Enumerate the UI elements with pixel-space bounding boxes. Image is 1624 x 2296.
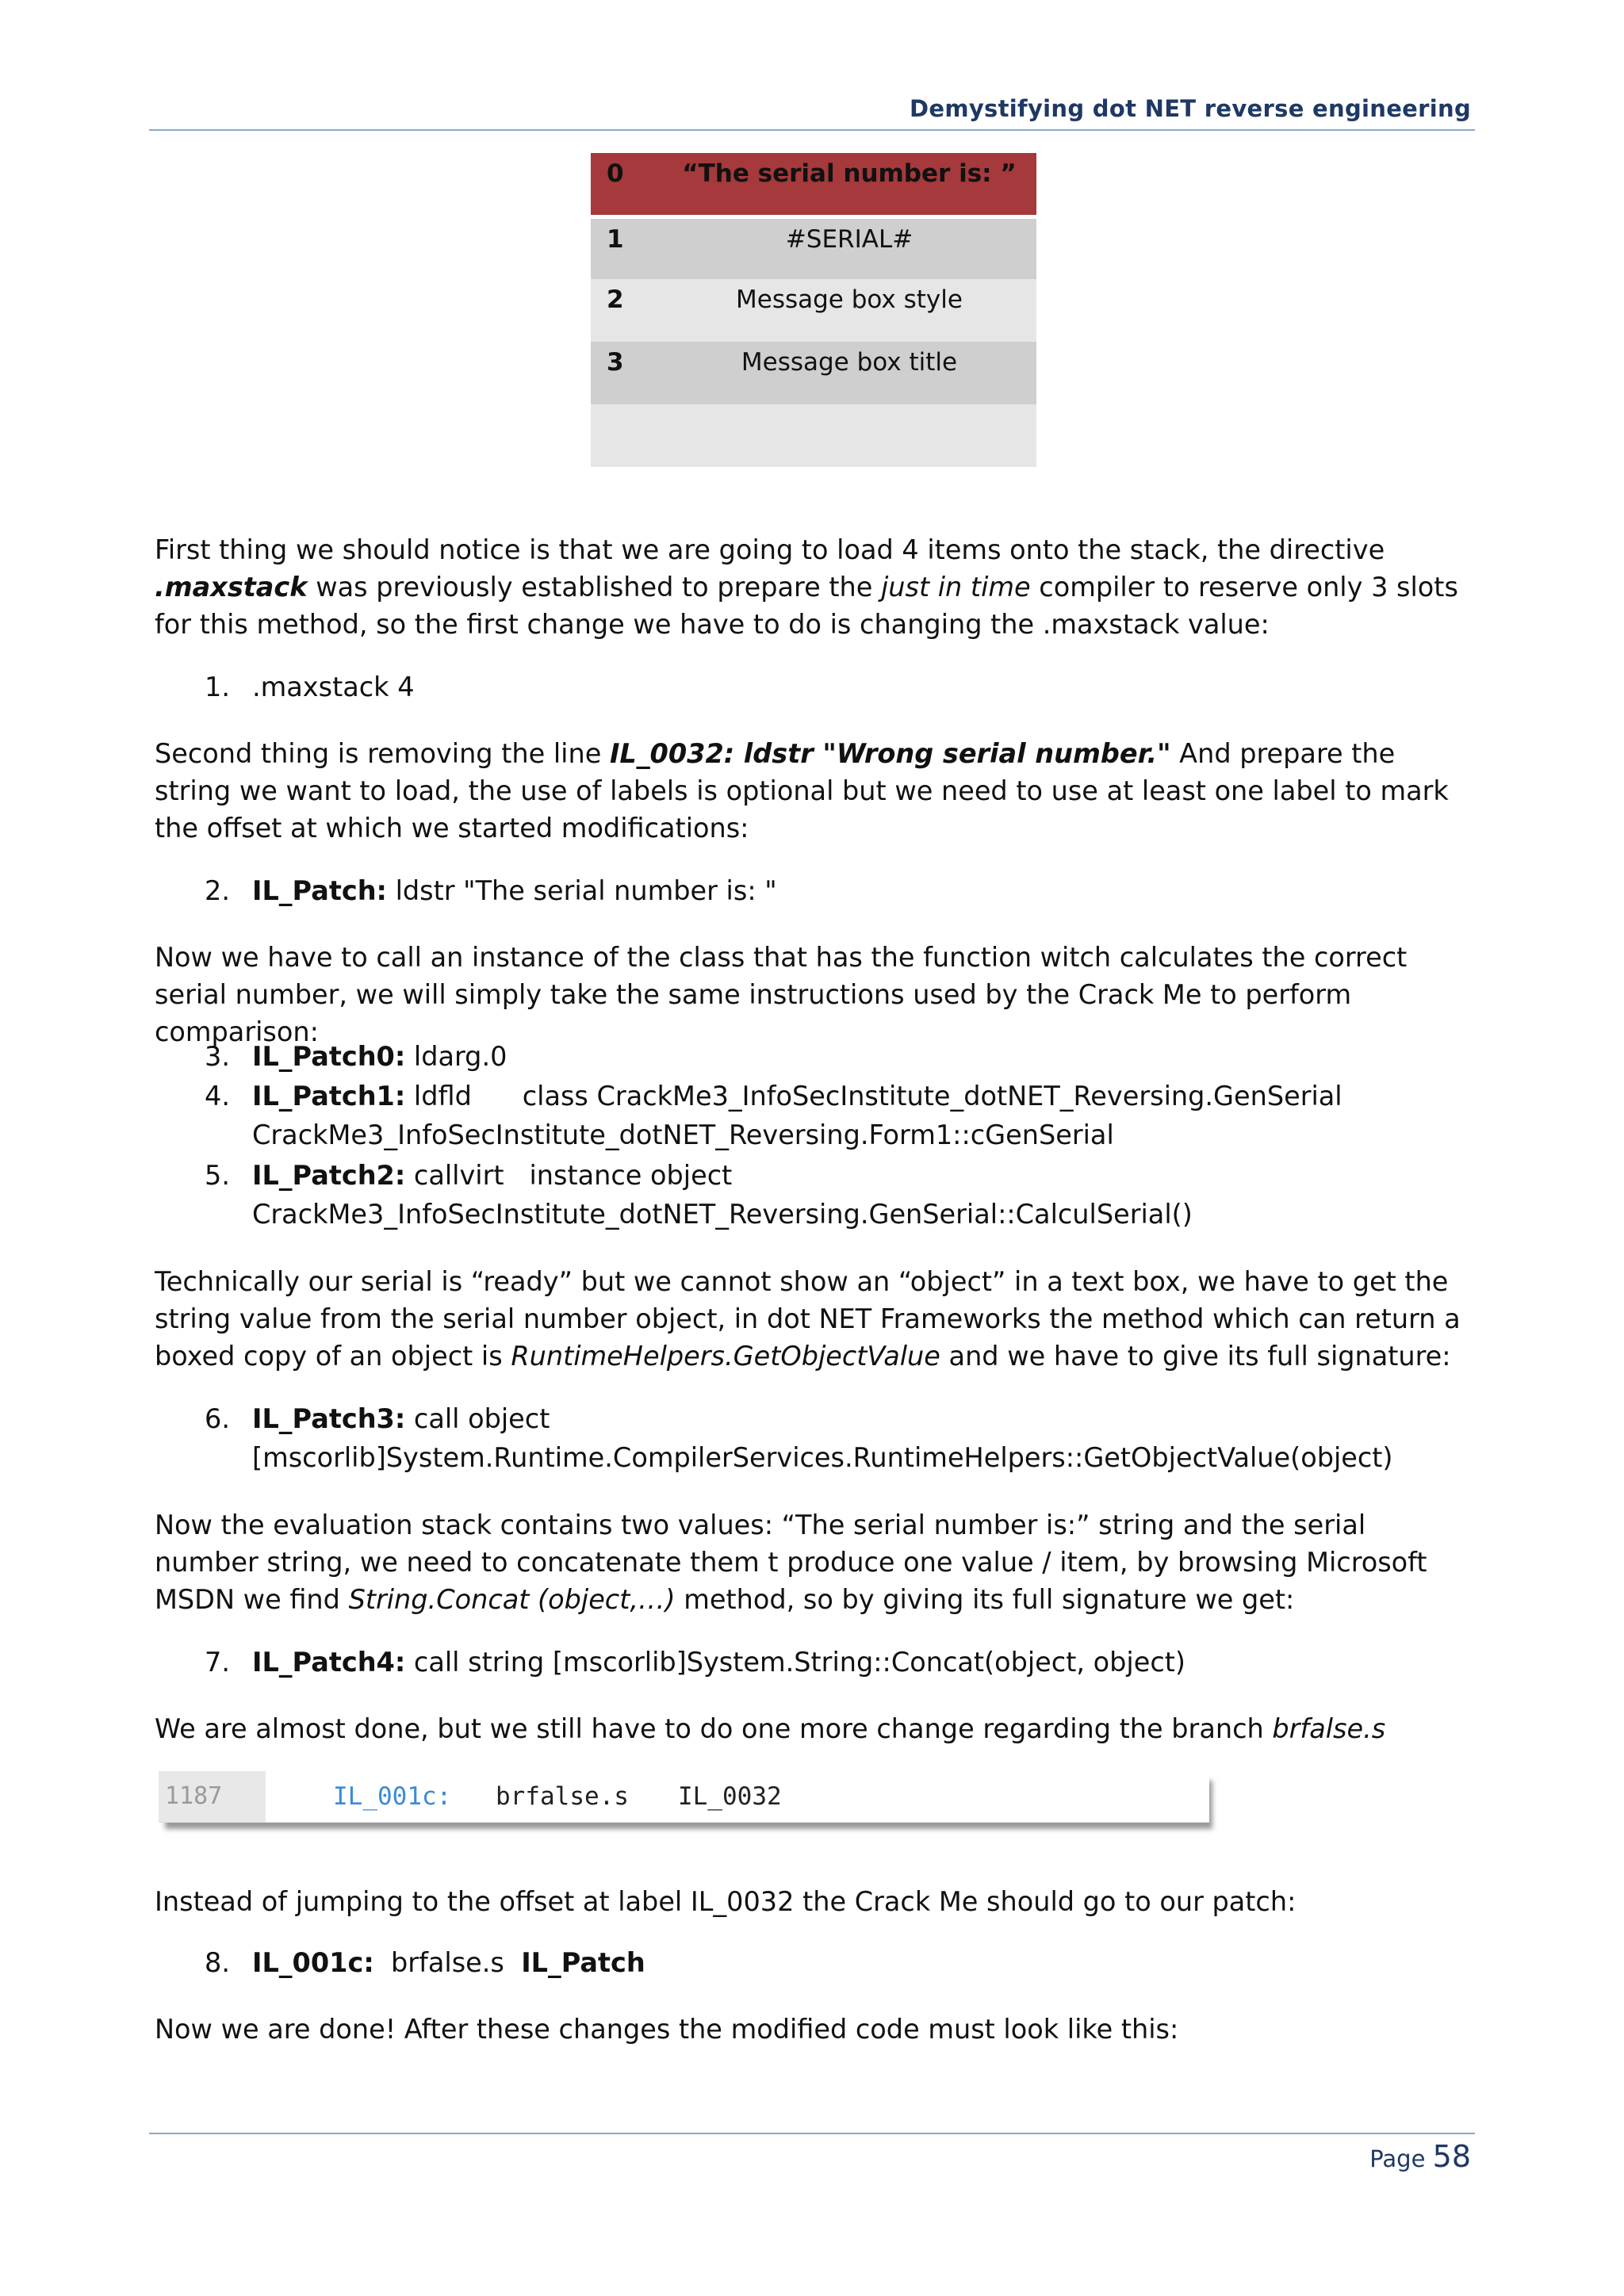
code-instruction: brfalse.s bbox=[496, 1782, 629, 1811]
paragraph-branch: We are almost done, but we still have to do one more change regarding the branch brfalse.s bbox=[155, 1713, 1386, 1744]
paragraph-get-object-value: Technically our serial is “ready” but we cannot show an “object” in a text box, we have to get the string value from the serial number object, in dot NET Frameworks the method which can return a boxed copy of an object is RuntimeHelpers.GetObjectValue and we have to give its full signature: bbox=[155, 1266, 1461, 1372]
paragraph-remove-line: Second thing is removing the line IL_0032: ldstr "Wrong serial number." And prepare the string we want to load, the use of labels is optional but we need to use at least one label to mark the offset at which we started modifications: bbox=[155, 738, 1449, 844]
stack-value: #SERIAL# bbox=[662, 216, 1036, 279]
stack-table bbox=[591, 153, 1036, 467]
stack-value: Message box title bbox=[662, 342, 1036, 404]
stack-table-row bbox=[591, 404, 1036, 467]
stack-index: 1 bbox=[591, 216, 662, 279]
stack-value: Message box style bbox=[662, 279, 1036, 342]
code-label: IL_001c: bbox=[333, 1782, 452, 1811]
stack-table-row bbox=[591, 342, 1036, 404]
stack-index: 2 bbox=[591, 279, 662, 342]
page-number: Page 58 bbox=[1369, 2139, 1471, 2174]
header-rule bbox=[149, 129, 1475, 131]
paragraph-jump: Instead of jumping to the offset at label IL_0032 the Crack Me should go to our patch: bbox=[155, 1886, 1297, 1917]
stack-table-row bbox=[591, 279, 1036, 342]
stack-index bbox=[591, 404, 662, 467]
stack-table-row bbox=[591, 153, 1036, 216]
stack-table-row bbox=[591, 216, 1036, 279]
running-header-title: Demystifying dot NET reverse engineering bbox=[910, 95, 1471, 122]
list-item: 1. .maxstack 4 bbox=[205, 672, 415, 702]
paragraph-maxstack: First thing we should notice is that we are going to load 4 items onto the stack, the directive .maxstack was previously established to prepare the just in time compiler to reserve only 3 slots for this method, so the first change we have to do is changing the .maxstack value: bbox=[155, 534, 1458, 640]
line-number: 1187 bbox=[159, 1771, 266, 1822]
footer-rule bbox=[149, 2133, 1475, 2134]
list-item: 7. IL_Patch4: call string [mscorlib]System.String::Concat(object, object) bbox=[205, 1647, 1185, 1678]
paragraph-done: Now we are done! After these changes the modified code must look like this: bbox=[155, 2014, 1179, 2045]
code-target: IL_0032 bbox=[678, 1782, 782, 1811]
list-item: 4. IL_Patch1: ldfld class CrackMe3_InfoSecInstitute_dotNET_Reversing.GenSerial CrackMe3_InfoSecInstitute_dotNET_Reversing.Form1::cGenSerial bbox=[205, 1081, 1342, 1150]
list-item: 8. IL_001c: brfalse.s IL_Patch bbox=[205, 1947, 645, 1978]
stack-value: “The serial number is: ” bbox=[662, 153, 1036, 216]
list-item: 5. IL_Patch2: callvirt instance object CrackMe3_InfoSecInstitute_dotNET_Reversing.GenSerial::CalculSerial() bbox=[205, 1160, 1193, 1230]
list-item: 3. IL_Patch0: ldarg.0 bbox=[205, 1041, 508, 1072]
stack-value bbox=[662, 404, 1036, 467]
stack-index: 3 bbox=[591, 342, 662, 404]
paragraph-concatenate: Now the evaluation stack contains two values: “The serial number is:” string and the serial number string, we need to concatenate them t produce one value / item, by browsing Microsoft MSDN we find String.Concat (object,…) method, so by giving its full signature we get: bbox=[155, 1510, 1427, 1615]
paragraph-call-instance: Now we have to call an instance of the class that has the function witch calculates the correct serial number, we will simply take the same instructions used by the Crack Me to perform comparison: bbox=[155, 942, 1408, 1047]
code-screenshot bbox=[159, 1771, 1209, 1823]
list-item: 6. IL_Patch3: call object [mscorlib]System.Runtime.CompilerServices.RuntimeHelpers::GetObjectValue(object) bbox=[205, 1403, 1393, 1473]
stack-index: 0 bbox=[591, 153, 662, 216]
list-item: 2. IL_Patch: ldstr "The serial number is: " bbox=[205, 875, 777, 906]
